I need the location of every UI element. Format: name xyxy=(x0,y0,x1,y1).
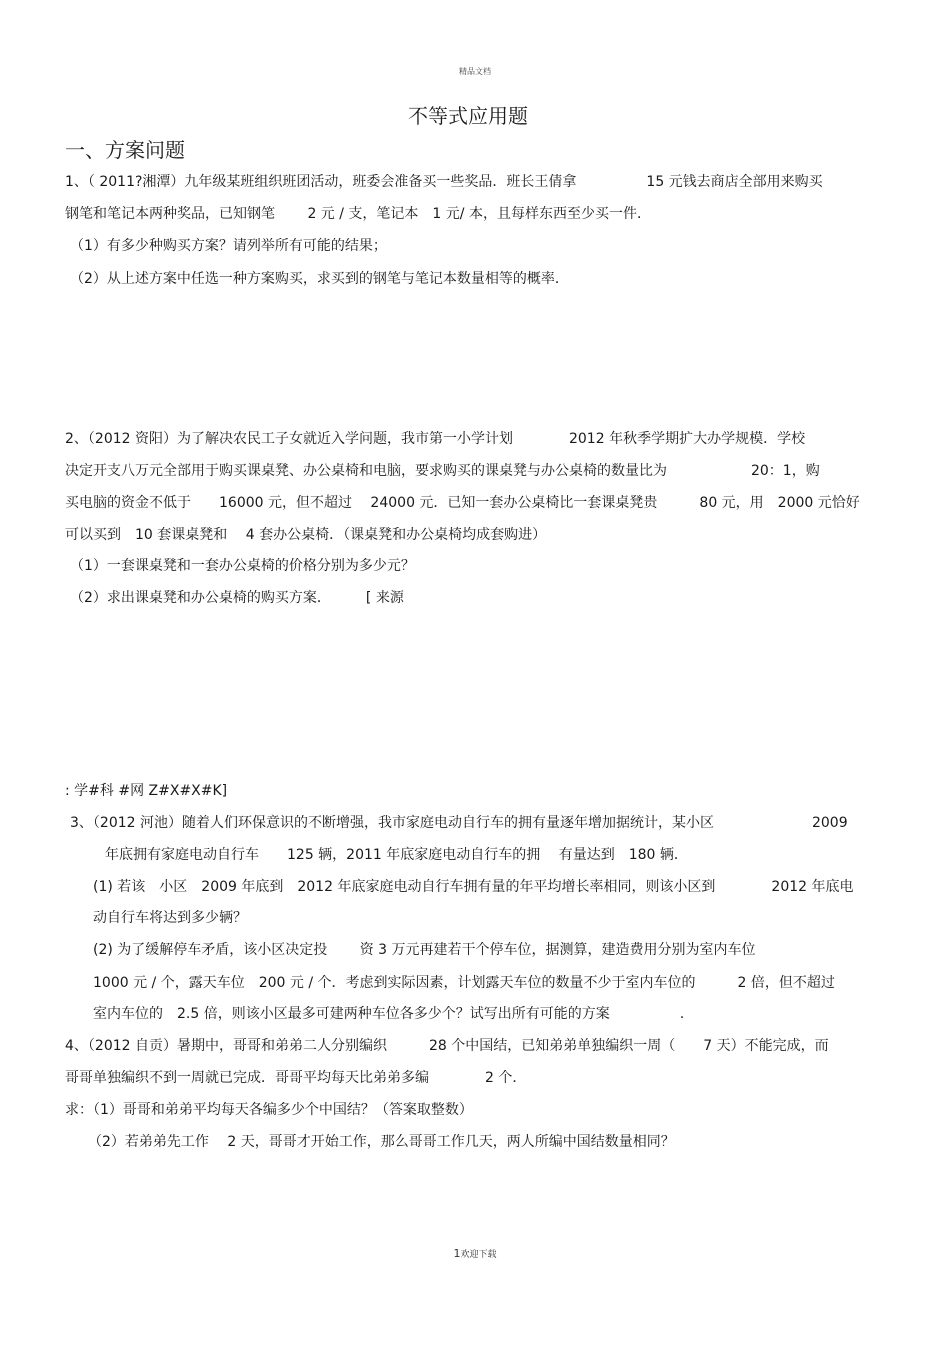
text-line: （2）若弟弟先工作 2 天，哥哥才开始工作，那么哥哥工作几天，两人所编中国结数量相同？ xyxy=(88,1134,675,1150)
text-line: 哥哥单独编织不到一周就已完成．哥哥平均每天比弟弟多编 2 个． xyxy=(65,1070,527,1086)
document-title: 不等式应用题 xyxy=(408,104,528,128)
text-line: 4、（2012 自贡）暑期中，哥哥和弟弟二人分别编织 28 个中国结，已知弟弟单独编织一周（ 7 天）不能完成，而 xyxy=(65,1038,829,1054)
text-line: （2）从上述方案中任选一种方案购买，求买到的钢笔与笔记本数量相等的概率． xyxy=(70,271,569,287)
footer-label: 欢迎下载 xyxy=(460,1250,497,1260)
page-number: 1 xyxy=(453,1247,461,1260)
text-line: 2、（2012 资阳）为了解决农民工子女就近入学问题，我市第一小学计划 2012 年秋季学期扩大办学规模．学校 xyxy=(65,431,806,447)
text-line: (1) 若该 小区 2009 年底到 2012 年底家庭电动自行车拥有量的年平均增长率相同，则该小区到 2012 年底电 xyxy=(93,879,854,895)
text-line: 1000 元 / 个，露天车位 200 元 / 个．考虑到实际因素，计划露天车位的数量不少于室内车位的 2 倍，但不超过 xyxy=(93,975,835,991)
text-line: 可以买到 10 套课桌凳和 4 套办公桌椅．（课桌凳和办公桌椅均成套购进） xyxy=(65,527,547,543)
text-line: (2) 为了缓解停车矛盾，该小区决定投 资 3 万元再建若干个停车位，据测算，建造费用分别为室内车位 xyxy=(93,942,756,958)
text-line: 室内车位的 2.5 倍，则该小区最多可建两种车位各多少个？试写出所有可能的方案 . xyxy=(93,1006,685,1022)
text-line: （1）有多少种购买方案？请列举所有可能的结果； xyxy=(70,238,387,254)
text-line: 买电脑的资金不低于 16000 元，但不超过 24000 元．已知一套办公桌椅比一套课桌凳贵 80 元，用 2000 元恰好 xyxy=(65,495,860,511)
text-line: 决定开支八万元全部用于购买课桌凳、办公桌椅和电脑，要求购买的课桌凳与办公桌椅的数量比为 20：1，购 xyxy=(65,463,820,479)
page-header: 精品文档 xyxy=(459,67,491,76)
text-line: 钢笔和笔记本两种奖品，已知钢笔 2 元 / 支，笔记本 1 元/ 本，且每样东西至少买一件． xyxy=(65,206,651,222)
text-line: 3、（2012 河池）随着人们环保意识的不断增强，我市家庭电动自行车的拥有量逐年增加据统计，某小区 2009 xyxy=(70,815,848,831)
text-line: 年底拥有家庭电动自行车 125 辆，2011 年底家庭电动自行车的拥 有量达到 180 辆． xyxy=(105,847,688,863)
section-heading: 一、方案问题 xyxy=(65,138,185,162)
text-line: 1、（ 2011?湘潭）九年级某班组织班团活动，班委会准备买一些奖品．班长王倩拿 15 元钱去商店全部用来购买 xyxy=(65,174,823,190)
text-line: （2）求出课桌凳和办公桌椅的购买方案． [ 来源 xyxy=(70,590,404,606)
text-line: : 学#科 #网 Z#X#X#K] xyxy=(65,783,228,799)
page-footer xyxy=(0,1247,950,1260)
text-line: （1）一套课桌凳和一套办公桌椅的价格分别为多少元？ xyxy=(70,558,415,574)
text-line: 求：（1）哥哥和弟弟平均每天各编多少个中国结？（答案取整数） xyxy=(65,1102,473,1118)
text-line: 动自行车将达到多少辆？ xyxy=(93,910,247,926)
